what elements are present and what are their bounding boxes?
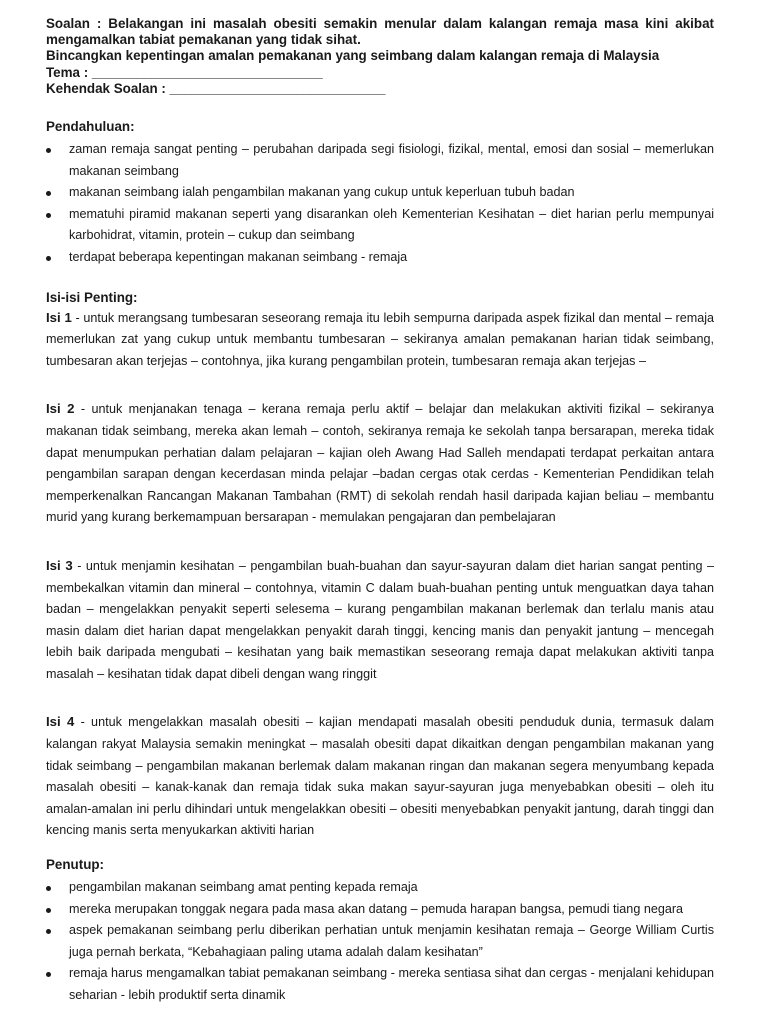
isi-paragraph-2	[46, 398, 714, 529]
question-soalan: Soalan : Belakangan ini masalah obesiti semakin menular dalam kalangan remaja masa kini akibat mengamalkan tabiat pemakanan yang tidak sihat.	[46, 16, 714, 48]
list-item	[46, 182, 714, 204]
bullet-icon	[46, 929, 51, 934]
isi-paragraph-3	[46, 555, 714, 686]
list-item-text: mematuhi piramid makanan seperti yang disarankan oleh Kementerian Kesihatan – diet harian perlu mempunyai karbohidrat, vitamin, protein – cukup dan seimbang	[69, 206, 714, 243]
list-item	[46, 877, 714, 899]
bullet-icon	[46, 213, 51, 218]
pendahuluan-list	[46, 139, 714, 269]
kehendak-soalan-line: Kehendak Soalan : _____________________________	[46, 80, 386, 96]
section-title-isi: Isi-isi Penting:	[46, 289, 138, 305]
isi-label: Isi 4	[46, 714, 75, 730]
isi-paragraph-4	[46, 711, 714, 842]
bullet-icon	[46, 148, 51, 153]
list-item-text: mereka merupakan tonggak negara pada masa akan datang – pemuda harapan bangsa, pemudi tiang negara	[69, 901, 684, 916]
question-instruction: Bincangkan kepentingan amalan pemakanan yang seimbang dalam kalangan remaja di Malaysia	[46, 48, 660, 64]
isi-text: - untuk menjamin kesihatan – pengambilan buah-buahan dan sayur-sayuran dalam diet harian sangat penting – membekalkan vitamin dan mineral – contohnya, vitamin C dalam buah-buahan penting untuk menguatkan daya tahan badan – mengelakkan penyakit seperti selesema – kurang pengambilan makanan berlemak dan terlalu manis atau masin dalam diet harian dapat mengelakkan penyakit darah tinggi, kencing manis dan penyakit jantung – mencegah lebih baik daripada mengubati – kesihatan yang baik memastikan seseorang remaja dapat melakukan aktiviti tanpa masalah – kesihatan tidak dapat dibeli dengan wang ringgit	[46, 558, 714, 681]
question-header	[46, 16, 714, 97]
bullet-icon	[46, 886, 51, 891]
list-item-text: zaman remaja sangat penting – perubahan daripada segi fisiologi, fizikal, mental, emosi dan sosial – memerlukan makanan seimbang	[69, 142, 714, 178]
bullet-icon	[46, 908, 51, 913]
bullet-icon	[46, 191, 51, 196]
isi-label: Isi 2	[46, 401, 75, 417]
list-item	[46, 899, 714, 921]
isi-label: Isi 3	[46, 557, 73, 573]
list-item-text: remaja harus mengamalkan tabiat pemakanan seimbang - mereka sentiasa sihat dan cergas - menjalani kehidupan seharian - lebih produktif serta dinamik	[69, 966, 714, 1003]
penutup-list	[46, 877, 714, 1007]
isi-text: - untuk menjanakan tenaga – kerana remaja perlu aktif – belajar dan melakukan aktiviti fizikal – sekiranya makanan tidak seimbang, mereka akan lemah – contoh, sekiranya remaja ke sekolah tanpa bersarapan, mereka tidak dapat menumpukan perhatian dalam pelajaran – kajian oleh Awang Had Salleh mendapati terdapat perkaitan antara pengambilan sarapan dengan kecerdasan minda pelajar –badan cergas otak cerdas - Kementerian Pendidikan telah memperkenalkan Rancangan Makanan Tambahan (RMT) di sekolah rendah hasil daripada kajian beliau – membantu murid yang kurang berkemampuan bersarapan - memulakan pengajaran dan pembelajaran	[46, 402, 714, 525]
list-item	[46, 204, 714, 247]
list-item	[46, 139, 714, 182]
list-item	[46, 963, 714, 1006]
isi-paragraph-1	[46, 307, 714, 373]
section-penutup	[46, 856, 714, 1007]
section-title-penutup: Penutup:	[46, 857, 105, 873]
list-item	[46, 247, 714, 269]
section-title-pendahuluan: Pendahuluan:	[46, 119, 135, 135]
document-page	[46, 16, 714, 1007]
list-item	[46, 920, 714, 963]
list-item-text: terdapat beberapa kepentingan makanan seimbang - remaja	[69, 249, 408, 264]
isi-text: - untuk mengelakkan masalah obesiti – kajian mendapati masalah obesiti penduduk dunia, termasuk dalam kalangan rakyat Malaysia semakin meningkat – masalah obesiti dapat dikaitkan dengan pengambilan makanan yang tidak seimbang – pengambilan makanan berlemak dalam makanan ringan dan makanan segera menyumbang kepada masalah obesiti – kanak-kanak dan remaja tidak suka makan sayur-sayuran juga menyebabkan obesiti – oleh itu amalan-amalan ini perlu dihindari untuk mengelakkan obesiti – obesiti menyebabkan penyakit jantung, darah tinggi dan kencing manis serta menyukarkan aktiviti harian	[46, 715, 715, 838]
isi-text: - untuk merangsang tumbesaran seseorang remaja itu lebih sempurna daripada aspek fizikal dan mental – remaja memerlukan zat yang cukup untuk membantu tumbesaran – sekiranya amalan pemakanan harian tidak seimbang, tumbesaran akan terjejas – contohnya, jika kurang pengambilan protein, tumbesaran remaja akan terjejas –	[46, 310, 714, 368]
list-item-text: makanan seimbang ialah pengambilan makanan yang cukup untuk keperluan tubuh badan	[69, 185, 575, 200]
section-pendahuluan	[46, 118, 714, 269]
isi-label: Isi 1	[46, 309, 72, 325]
bullet-icon	[46, 256, 51, 261]
list-item-text: pengambilan makanan seimbang amat penting kepada remaja	[69, 880, 418, 895]
section-isi-penting	[46, 289, 714, 842]
tema-line: Tema : _______________________________	[46, 64, 323, 80]
list-item-text: aspek pemakanan seimbang perlu diberikan perhatian untuk menjamin kesihatan remaja – George William Curtis juga pernah berkata, “Kebahagiaan paling utama adalah dalam kesihatan”	[69, 923, 714, 959]
bullet-icon	[46, 972, 51, 977]
